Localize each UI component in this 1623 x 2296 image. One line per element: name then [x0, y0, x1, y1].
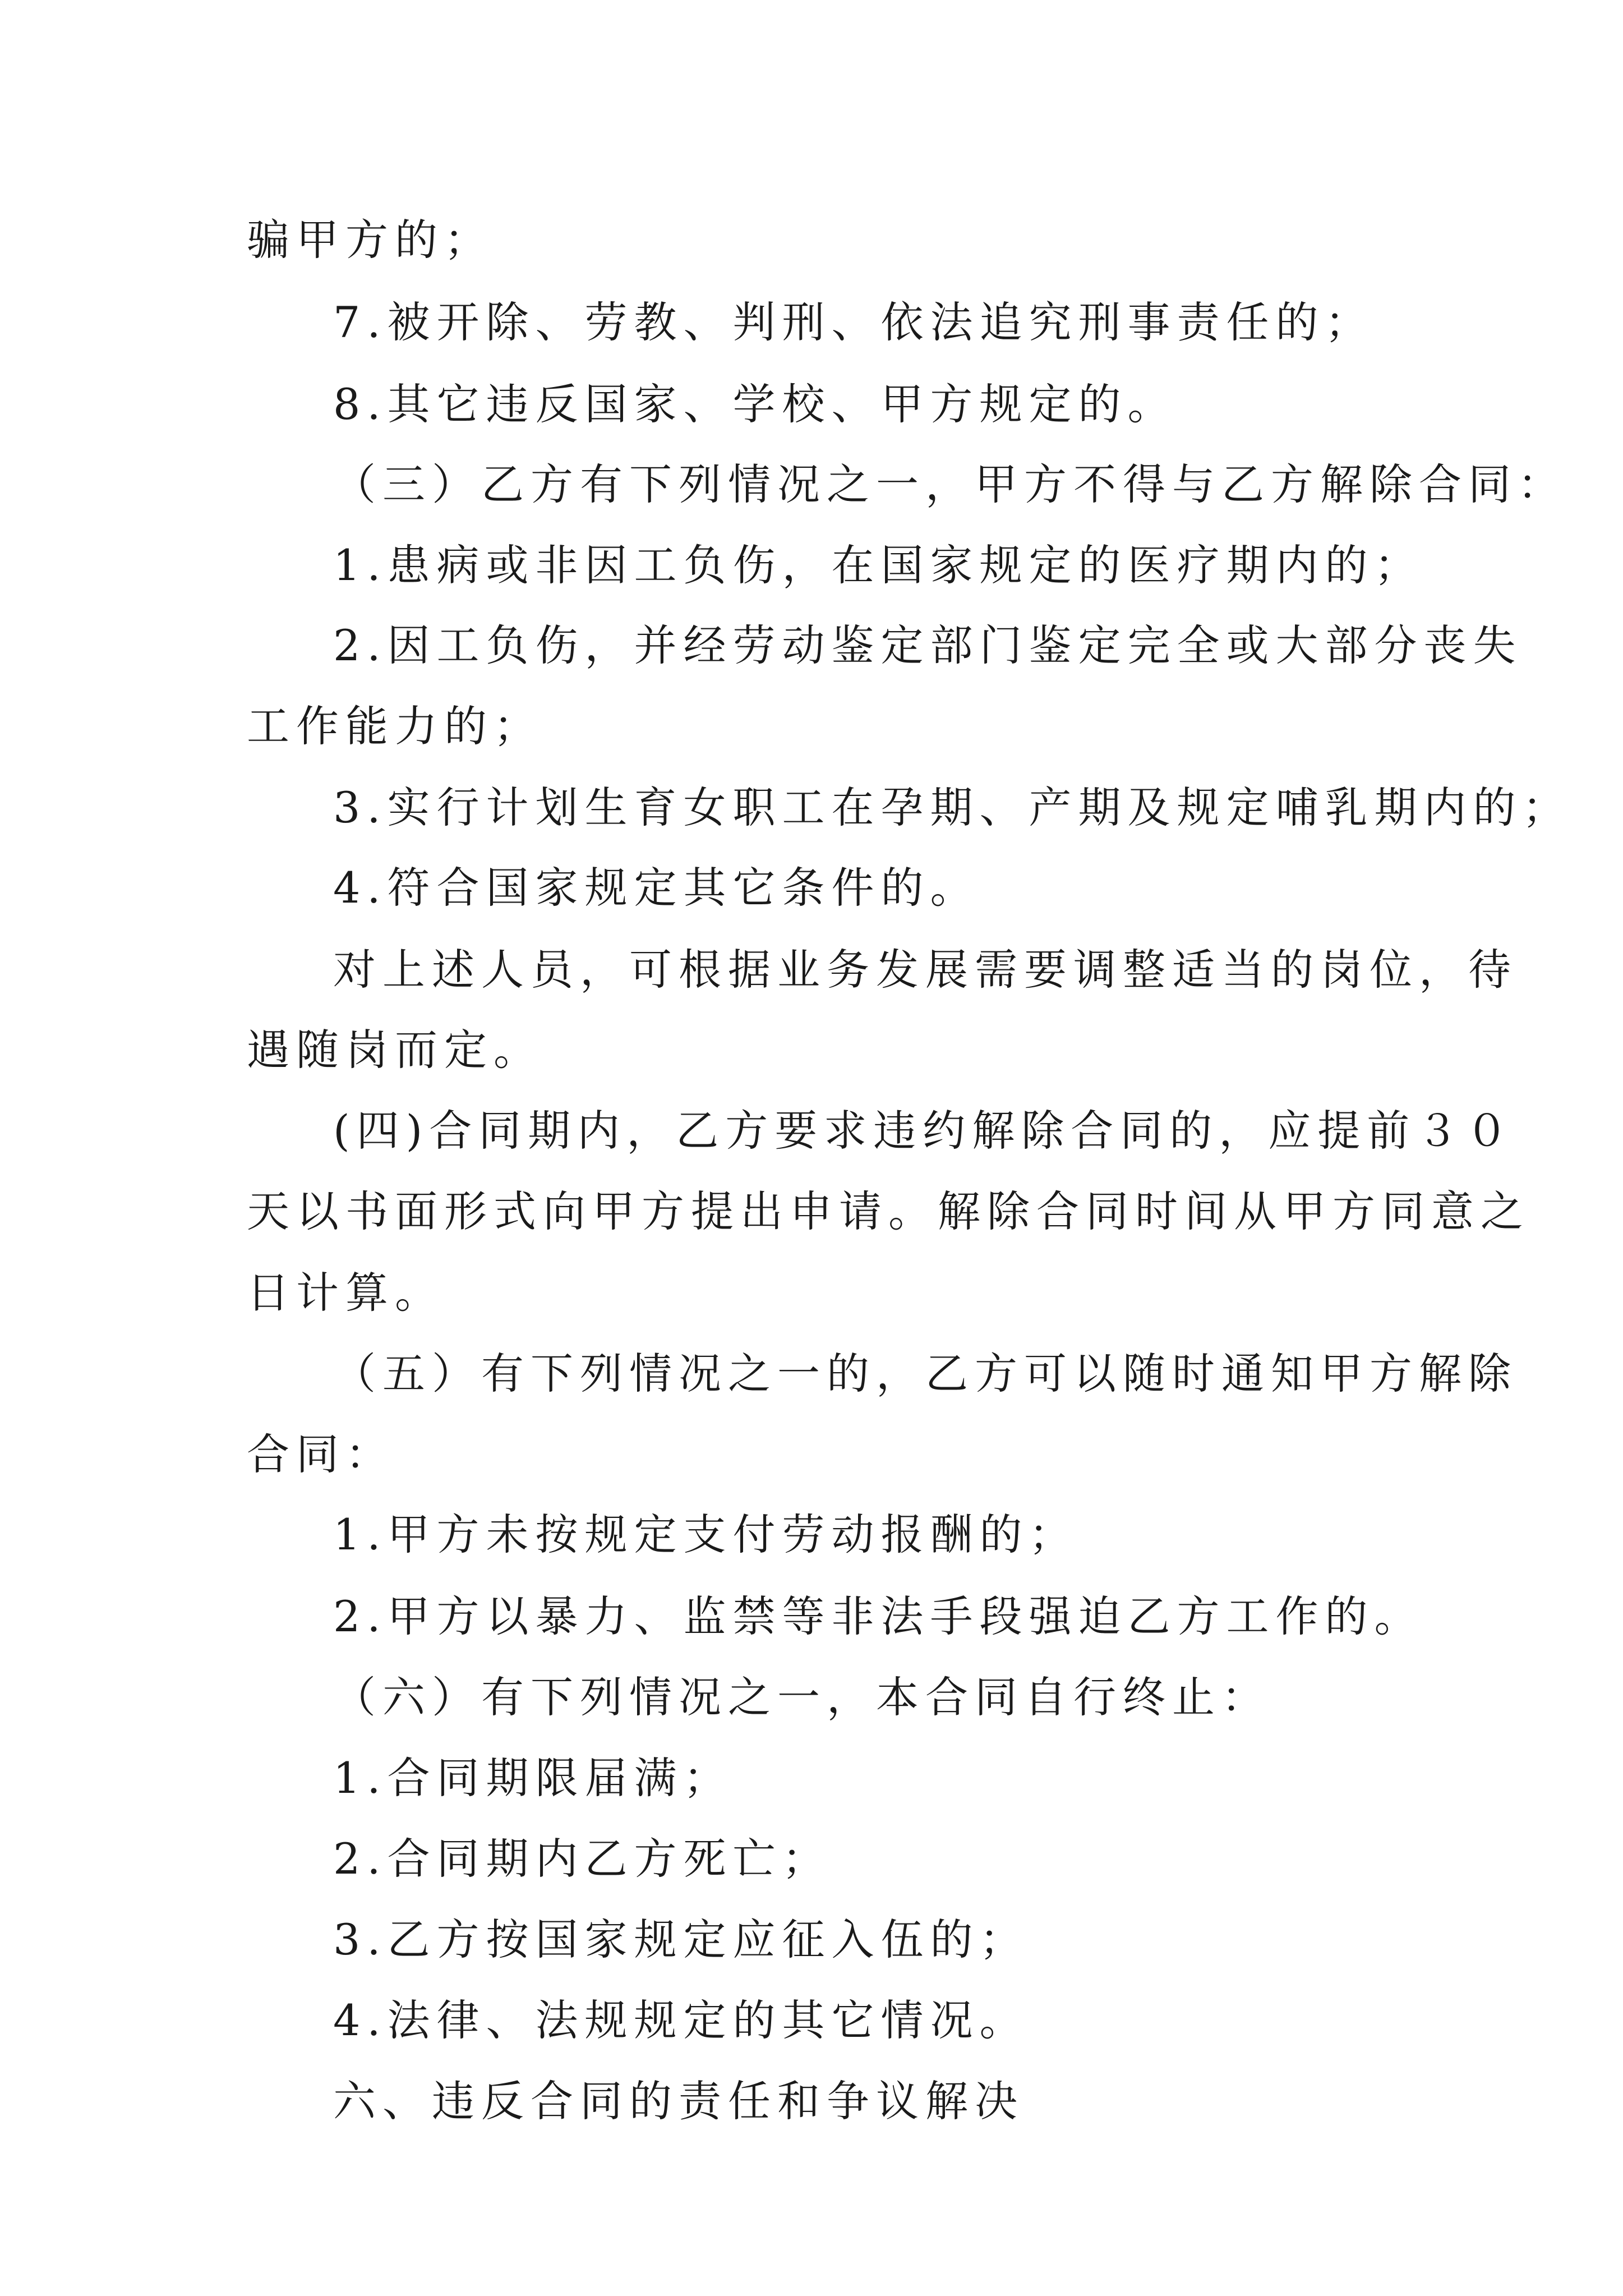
text-line: (四)合同期内，乙方要求违约解除合同的，应提前３０ — [333, 1106, 1515, 1156]
text-line: （三）乙方有下列情况之一，甲方不得与乙方解除合同： — [333, 459, 1567, 509]
text-line: 3.实行计划生育女职工在孕期、产期及规定哺乳期内的； — [333, 783, 1572, 832]
text-line: （六）有下列情况之一，本合同自行终止： — [333, 1672, 1271, 1722]
text-line: 7.被开除、劳教、判刑、依法追究刑事责任的； — [333, 297, 1375, 347]
text-line: 六、违反合同的责任和争议解决 — [333, 2076, 1024, 2126]
text-line: 骗甲方的； — [247, 215, 494, 265]
text-line: 遇随岗而定。 — [247, 1025, 543, 1075]
text-line: 合同： — [247, 1429, 395, 1479]
text-line: 1.合同期限届满； — [333, 1753, 733, 1803]
text-line: 3.乙方按国家规定应征入伍的； — [333, 1915, 1029, 1964]
text-line: 4.法律、法规规定的其它情况。 — [333, 1995, 1029, 2045]
text-line: 2.因工负伤，并经劳动鉴定部门鉴定完全或大部分丧失 — [333, 620, 1523, 670]
text-line: 日计算。 — [247, 1268, 444, 1318]
text-line: 1.患病或非因工负伤，在国家规定的医疗期内的； — [333, 540, 1424, 590]
text-line: 2.甲方以暴力、监禁等非法手段强迫乙方工作的。 — [333, 1591, 1424, 1641]
text-line: 8.其它违反国家、学校、甲方规定的。 — [333, 379, 1177, 429]
text-line: 4.符合国家规定其它条件的。 — [333, 863, 980, 913]
text-line: 1.甲方未按规定支付劳动报酬的； — [333, 1510, 1078, 1559]
text-line: 天以书面形式向甲方提出申请。解除合同时间从甲方同意之 — [247, 1186, 1530, 1236]
text-line: 对上述人员，可根据业务发展需要调整适当的岗位，待 — [333, 945, 1518, 995]
text-line: 工作能力的； — [247, 701, 543, 751]
text-line: （五）有下列情况之一的，乙方可以随时通知甲方解除 — [333, 1349, 1518, 1398]
text-line: 2.合同期内乙方死亡； — [333, 1834, 832, 1884]
